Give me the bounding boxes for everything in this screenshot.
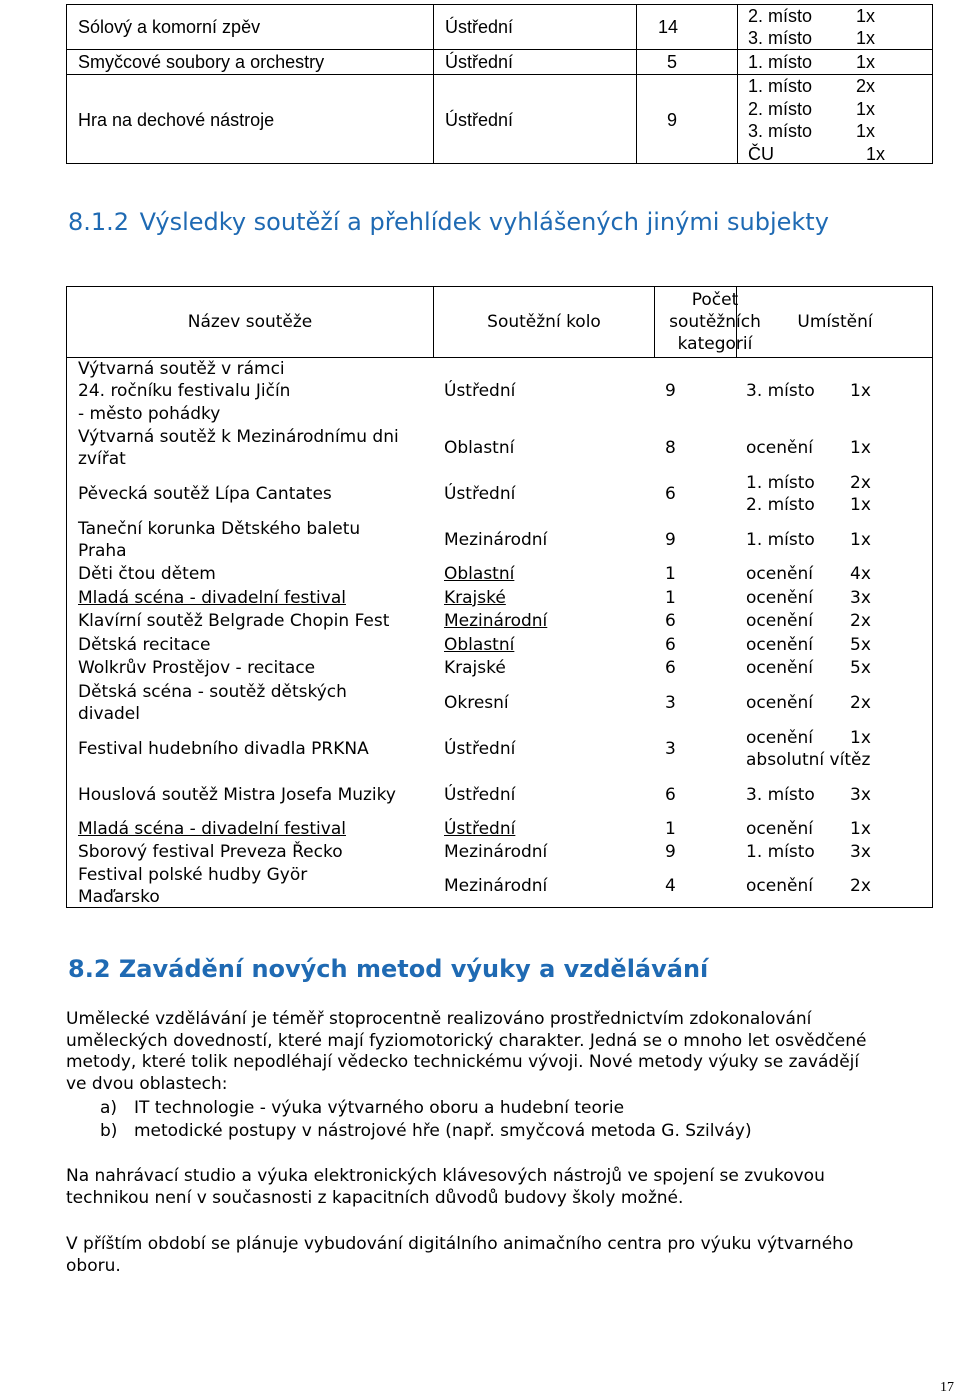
- category-count: 6: [665, 611, 676, 632]
- list-marker: a): [100, 1098, 118, 1118]
- competition-round: Oblastní: [444, 564, 515, 585]
- competition-round: Ústřední: [444, 819, 516, 840]
- category-count: 9: [665, 381, 676, 402]
- competition-name: Klavírní soutěž Belgrade Chopin Fest: [78, 611, 390, 632]
- competition-name: Mladá scéna - divadelní festival: [78, 819, 346, 840]
- text-line: ve dvou oblastech:: [66, 1073, 228, 1094]
- placement-line: 3. místo 1x: [748, 28, 876, 48]
- category-count: 6: [665, 784, 676, 805]
- competition-name: Sólový a komorní zpěv: [78, 16, 261, 37]
- competition-round: Okresní: [444, 692, 509, 713]
- competition-name: Dětská scéna - soutěž dětských divadel: [78, 681, 347, 724]
- placement-line: ocenění 1x: [746, 437, 871, 458]
- header-place: Umístění: [797, 312, 873, 332]
- header-round: Soutěžní kolo: [487, 312, 601, 332]
- placement-line: 1. místo 1x: [746, 529, 871, 550]
- text-line: metody, které tolik nepodléhají vědecko technickému vývoji. Nové metody výuky se zavádějí: [66, 1052, 860, 1072]
- text-line: uměleckých dovedností, které mají fyziomotorický charakter. Jedná se o mnoho let osvědčené: [66, 1030, 867, 1051]
- category-count: 1: [665, 587, 676, 608]
- placement-line: ocenění 2x: [746, 875, 871, 896]
- competition-round: Krajské: [444, 658, 506, 679]
- placement-line: 2. místo 1x: [748, 5, 876, 26]
- table-row: [67, 726, 932, 772]
- placement-line: 1. místo 2x: [746, 472, 871, 493]
- text-line: technikou není v současnosti z kapacitních důvodů budovy školy možné.: [66, 1187, 684, 1208]
- table-row: [67, 563, 932, 586]
- competition-name: Výtvarná soutěž v rámci 24. ročníku festivalu Jičín - město pohádky: [78, 358, 291, 424]
- competition-round: Ústřední: [444, 483, 516, 504]
- table-row: [67, 75, 932, 165]
- section-number: 8.1.2: [68, 208, 130, 236]
- placement-line: 2. místo 1x: [748, 98, 876, 119]
- placement-line: ocenění 1x: [746, 727, 871, 748]
- category-count: 4: [665, 875, 676, 896]
- placement-line: 3. místo 1x: [746, 381, 871, 402]
- section-number: 8.2: [68, 955, 111, 983]
- section-heading-8-2: [68, 955, 708, 983]
- list-text: metodické postupy v nástrojové hře (např. smyčcová metoda G. Szilváy): [134, 1121, 752, 1141]
- text-line: Na nahrávací studio a výuka elektronických klávesových nástrojů ve spojení se zvukovou: [66, 1166, 825, 1186]
- competition-round: Ústřední: [445, 51, 514, 72]
- list-item: [100, 1098, 624, 1120]
- placement-line: ocenění 1x: [746, 819, 871, 840]
- results-table: [66, 286, 933, 908]
- category-count: 6: [665, 658, 676, 679]
- table-row: [67, 358, 932, 425]
- competition-round: Mezinárodní: [444, 875, 548, 896]
- section-title: Zavádění nových metod výuky a vzdělávání: [118, 955, 709, 983]
- competition-name: Hra na dechové nástroje: [78, 109, 275, 130]
- table-row: [67, 864, 932, 908]
- placement-line: absolutní vítěz: [746, 750, 871, 770]
- category-count: 9: [667, 109, 678, 130]
- table-row: [67, 680, 932, 726]
- placement-line: ocenění 2x: [746, 692, 871, 713]
- placement-line: ocenění 2x: [746, 611, 871, 632]
- placement-line: 1. místo 2x: [748, 76, 876, 96]
- competition-round: Mezinárodní: [444, 529, 548, 550]
- competition-name: Smyčcové soubory a orchestry: [78, 51, 325, 72]
- competition-name: Wolkrův Prostějov - recitace: [78, 658, 316, 679]
- text-line: Umělecké vzdělávání je téměř stoprocentně realizováno prostřednictvím zdokonalování: [66, 1009, 812, 1029]
- category-count: 6: [665, 483, 676, 504]
- category-count: 9: [665, 529, 676, 550]
- competition-round: Ústřední: [445, 109, 514, 130]
- competition-name: Výtvarná soutěž k Mezinárodnímu dni zvířat: [78, 426, 399, 469]
- table-row: [67, 633, 932, 657]
- list-item: [100, 1121, 752, 1143]
- category-count: 1: [665, 819, 676, 840]
- competition-name: Houslová soutěž Mistra Josefa Muziky: [78, 784, 396, 805]
- paragraph-3: [66, 1234, 936, 1277]
- competition-results-table-top: [66, 4, 933, 164]
- competition-round: Ústřední: [444, 738, 516, 759]
- competition-name: Mladá scéna - divadelní festival: [78, 587, 346, 608]
- list-text: IT technologie - výuka výtvarného oboru a hudební teorie: [134, 1098, 625, 1118]
- table-row: [67, 657, 932, 680]
- placement-line: 3. místo 3x: [746, 784, 871, 805]
- competition-round: Ústřední: [444, 784, 516, 805]
- table-row: [67, 517, 932, 563]
- competition-round: Krajské: [444, 587, 506, 608]
- list-marker: b): [100, 1121, 118, 1141]
- header-count: Počet soutěžních kategorií: [669, 290, 761, 354]
- placement-line: 3. místo 1x: [748, 121, 876, 141]
- placement-line: 2. místo 1x: [746, 495, 871, 515]
- competition-name: Festival polské hudby Györ Maďarsko: [78, 864, 308, 907]
- category-count: 1: [665, 564, 676, 585]
- placement-line: 1. místo 1x: [748, 51, 876, 72]
- competition-round: Ústřední: [445, 16, 514, 37]
- placement-line: ocenění 3x: [746, 587, 871, 608]
- competition-round: Oblastní: [444, 634, 515, 655]
- competition-name: Pěvecká soutěž Lípa Cantates: [78, 483, 332, 504]
- section-heading-8-1-2: [68, 208, 829, 236]
- category-count: 6: [665, 634, 676, 655]
- table-row: [67, 586, 932, 610]
- placement-line: ČU 1x: [748, 143, 886, 164]
- category-count: 14: [658, 16, 679, 37]
- table-row: [67, 841, 932, 864]
- competition-round: Mezinárodní: [444, 611, 548, 632]
- text-line: V příštím období se plánuje vybudování digitálního animačního centra pro výuku výtvarného: [66, 1234, 854, 1254]
- competition-round: Oblastní: [444, 437, 515, 458]
- category-count: 9: [665, 842, 676, 863]
- category-count: 3: [665, 692, 676, 713]
- competition-name: Děti čtou dětem: [78, 564, 216, 585]
- placement-line: ocenění 5x: [746, 658, 871, 679]
- category-count: 5: [667, 51, 678, 72]
- table-row: [67, 5, 932, 50]
- section-title: Výsledky soutěží a přehlídek vyhlášených jinými subjekty: [139, 208, 829, 236]
- placement-line: ocenění 4x: [746, 564, 871, 585]
- table-row: [67, 818, 932, 841]
- competition-round: Ústřední: [444, 381, 516, 402]
- paragraph-1: [66, 1009, 936, 1095]
- paragraph-2: [66, 1166, 936, 1209]
- table-row: [67, 471, 932, 517]
- placement-line: ocenění 5x: [746, 634, 871, 655]
- table-row: [67, 425, 932, 471]
- competition-name: Festival hudebního divadla PRKNA: [78, 738, 369, 759]
- table-row: [67, 50, 932, 75]
- placement-line: 1. místo 3x: [746, 842, 871, 863]
- category-count: 3: [665, 738, 676, 759]
- competition-name: Dětská recitace: [78, 634, 211, 655]
- category-count: 8: [665, 437, 676, 458]
- competition-round: Mezinárodní: [444, 842, 548, 863]
- competition-name: Taneční korunka Dětského baletu Praha: [78, 518, 361, 561]
- table-row: [67, 772, 932, 818]
- table-row: [67, 610, 932, 633]
- competition-name: Sborový festival Preveza Řecko: [78, 842, 343, 863]
- header-name: Název soutěže: [187, 312, 313, 332]
- page-number: 17: [940, 1380, 954, 1395]
- text-line: oboru.: [66, 1255, 121, 1276]
